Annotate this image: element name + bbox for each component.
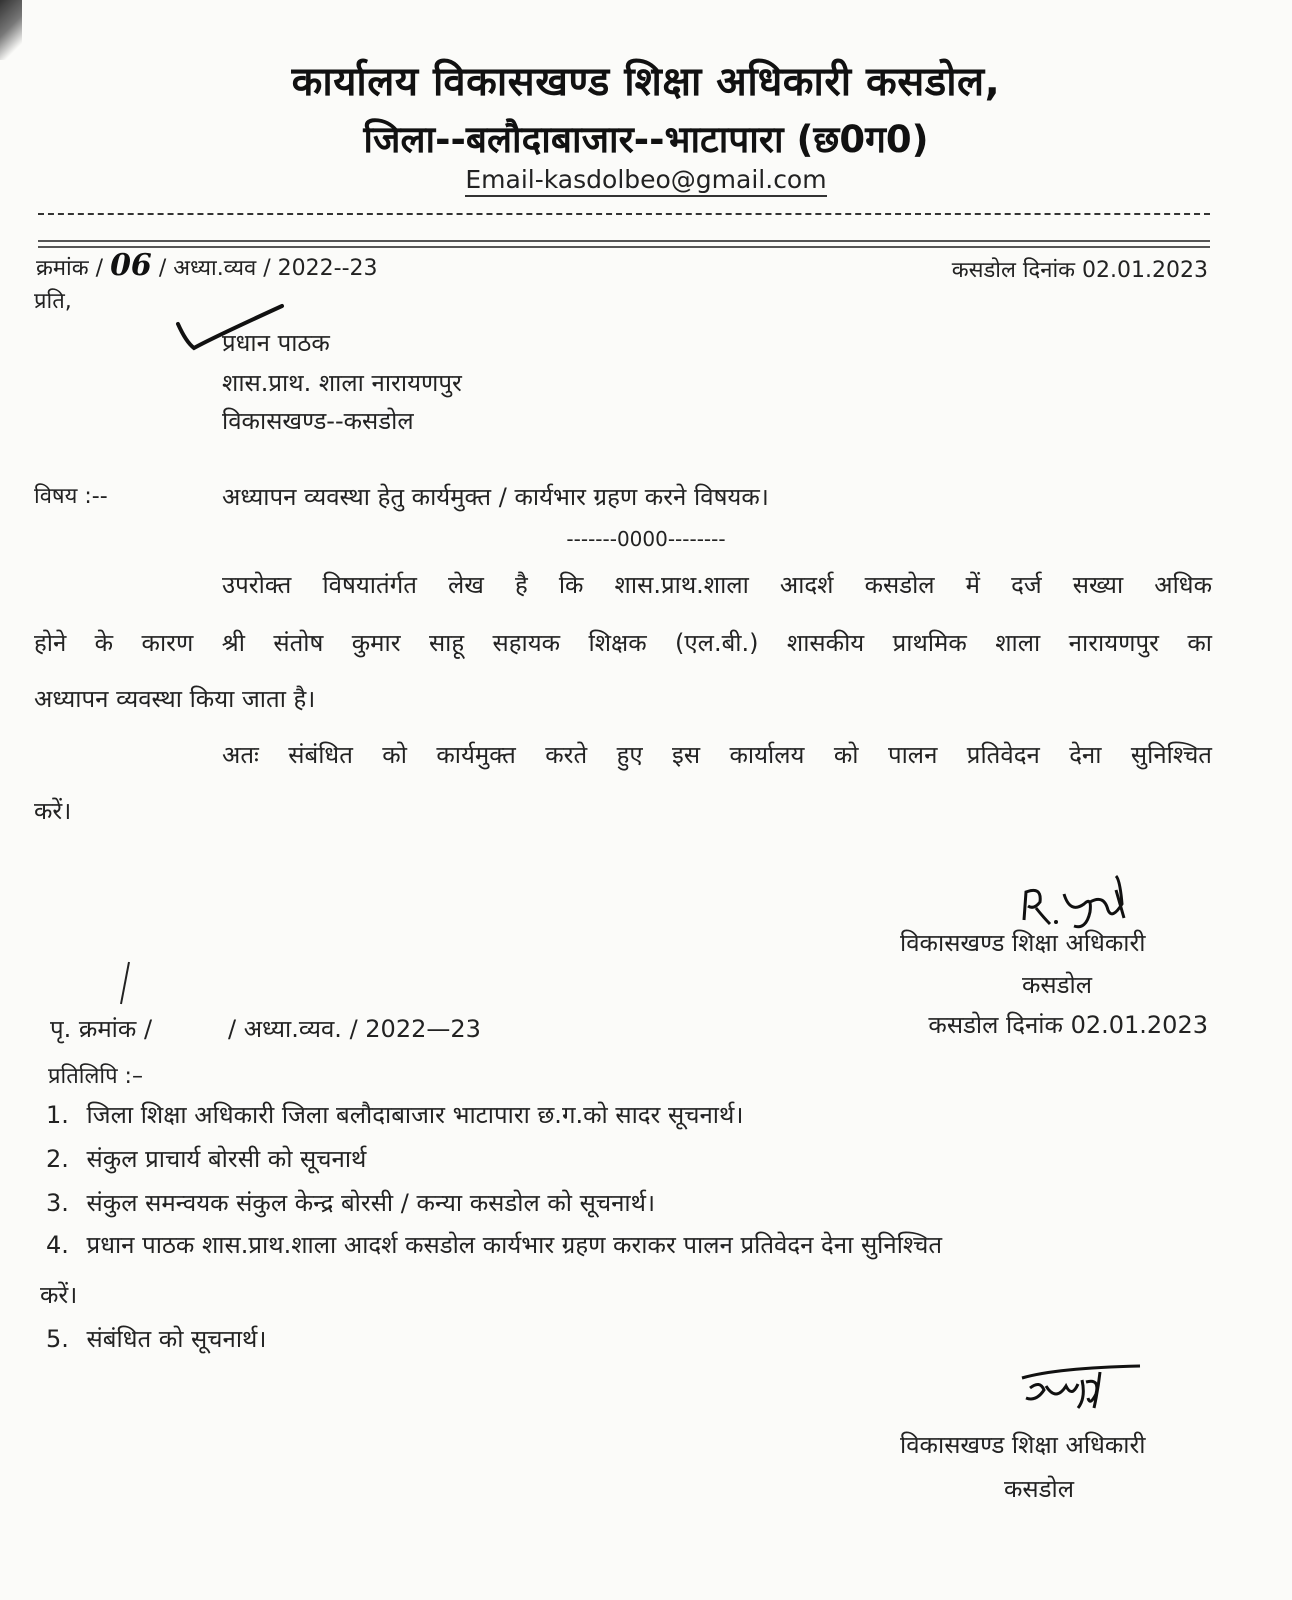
copy-item-4-text: प्रधान पाठक शास.प्राथ.शाला आदर्श कसडोल कार्यभार ग्रहण कराकर पालन प्रतिवेदन देना सुनिश्चित — [86, 1231, 943, 1259]
para1-line-3: अध्यापन व्यवस्था किया जाता है। — [34, 685, 316, 713]
subject-separator: -------0000-------- — [566, 527, 726, 551]
endorsement-place-date: कसडोल दिनांक 02.01.2023 — [928, 1011, 1208, 1039]
copy-item-3-text: संकुल समन्वयक संकुल केन्द्र बोरसी / कन्या कसडोल को सूचनार्थ। — [86, 1189, 656, 1217]
ref-place-date: कसडोल दिनांक 02.01.2023 — [951, 258, 1208, 283]
copy-item-5 — [46, 1322, 266, 1355]
ref-line — [36, 248, 378, 283]
to-label: प्रति, — [34, 289, 72, 314]
header-dashed-rule — [38, 213, 1210, 215]
copy-item-2 — [46, 1142, 366, 1175]
copy-item-4 — [46, 1228, 942, 1261]
subject-text: अध्यापन व्यवस्था हेतु कार्यमुक्त / कार्यभार ग्रहण करने विषयक। — [222, 483, 769, 511]
signature1-place: कसडोल — [1022, 971, 1092, 999]
copy-item-4-continuation: करें। — [40, 1281, 78, 1309]
scan-shadow — [0, 0, 22, 60]
signature2-designation: विकासखण्ड शिक्षा अधिकारी — [900, 1431, 1146, 1459]
ref-number: 06 — [110, 248, 152, 283]
copy-item-1-num: 1. — [46, 1101, 69, 1129]
recipient-line-3: विकासखण्ड--कसडोल — [222, 407, 414, 435]
copy-item-5-num: 5. — [46, 1325, 69, 1353]
para2-line-1: अतः संबंधित को कार्यमुक्त करते हुए इस कार्यालय को पालन प्रतिवेदन देना सुनिश्चित — [222, 741, 1212, 769]
ref-suffix: / अध्या.व्यव / 2022--23 — [158, 256, 378, 281]
district-line: जिला--बलौदाबाजार--भाटापारा (छ0ग0) — [363, 118, 929, 161]
email-text: Email-kasdolbeo@gmail.com — [465, 165, 826, 197]
copy-item-4-num: 4. — [46, 1231, 69, 1259]
office-title: कार्यालय विकासखण्ड शिक्षा अधिकारी कसडोल, — [291, 59, 1001, 105]
copy-item-5-text: संबंधित को सूचनार्थ। — [86, 1325, 267, 1353]
officer-signature-2 — [1016, 1358, 1146, 1414]
copy-label: प्रतिलिपि :– — [48, 1064, 143, 1089]
officer-signature-1 — [1012, 870, 1142, 932]
copy-item-2-text: संकुल प्राचार्य बोरसी को सूचनार्थ — [86, 1145, 367, 1173]
signature2-place: कसडोल — [1004, 1475, 1074, 1503]
recipient-line-2: शास.प्राथ. शाला नारायणपुर — [222, 369, 462, 397]
ref-prefix: क्रमांक / — [36, 256, 104, 281]
recipient-line-1: प्रधान पाठक — [222, 329, 330, 357]
copy-item-3 — [46, 1186, 655, 1219]
endorsement-ref-prefix: पृ. क्रमांक / — [50, 1015, 153, 1043]
endorsement-ref-suffix: / अध्या.व्यव. / 2022—23 — [228, 1015, 481, 1043]
signature1-designation: विकासखण्ड शिक्षा अधिकारी — [900, 929, 1146, 957]
copy-item-1 — [46, 1098, 743, 1131]
copy-item-1-text: जिला शिक्षा अधिकारी जिला बलौदाबाजार भाटापारा छ.ग.को सादर सूचनार्थ। — [86, 1101, 744, 1129]
pen-stroke-mark — [115, 960, 135, 1006]
email-line — [0, 165, 1292, 194]
para1-line-2: होने के कारण श्री संतोष कुमार साहू सहायक शिक्षक (एल.बी.) शासकीय प्राथमिक शाला नारायणपुर का — [34, 629, 1212, 657]
copy-item-3-num: 3. — [46, 1189, 69, 1217]
para1-line-1: उपरोक्त विषयातंर्गत लेख है कि शास.प्राथ.शाला आदर्श कसडोल में दर्ज सख्या अधिक — [222, 571, 1212, 599]
copy-item-2-num: 2. — [46, 1145, 69, 1173]
subject-label: विषय :-- — [34, 484, 108, 509]
para2-line-2: करें। — [34, 797, 72, 825]
header-double-rule — [38, 240, 1210, 248]
